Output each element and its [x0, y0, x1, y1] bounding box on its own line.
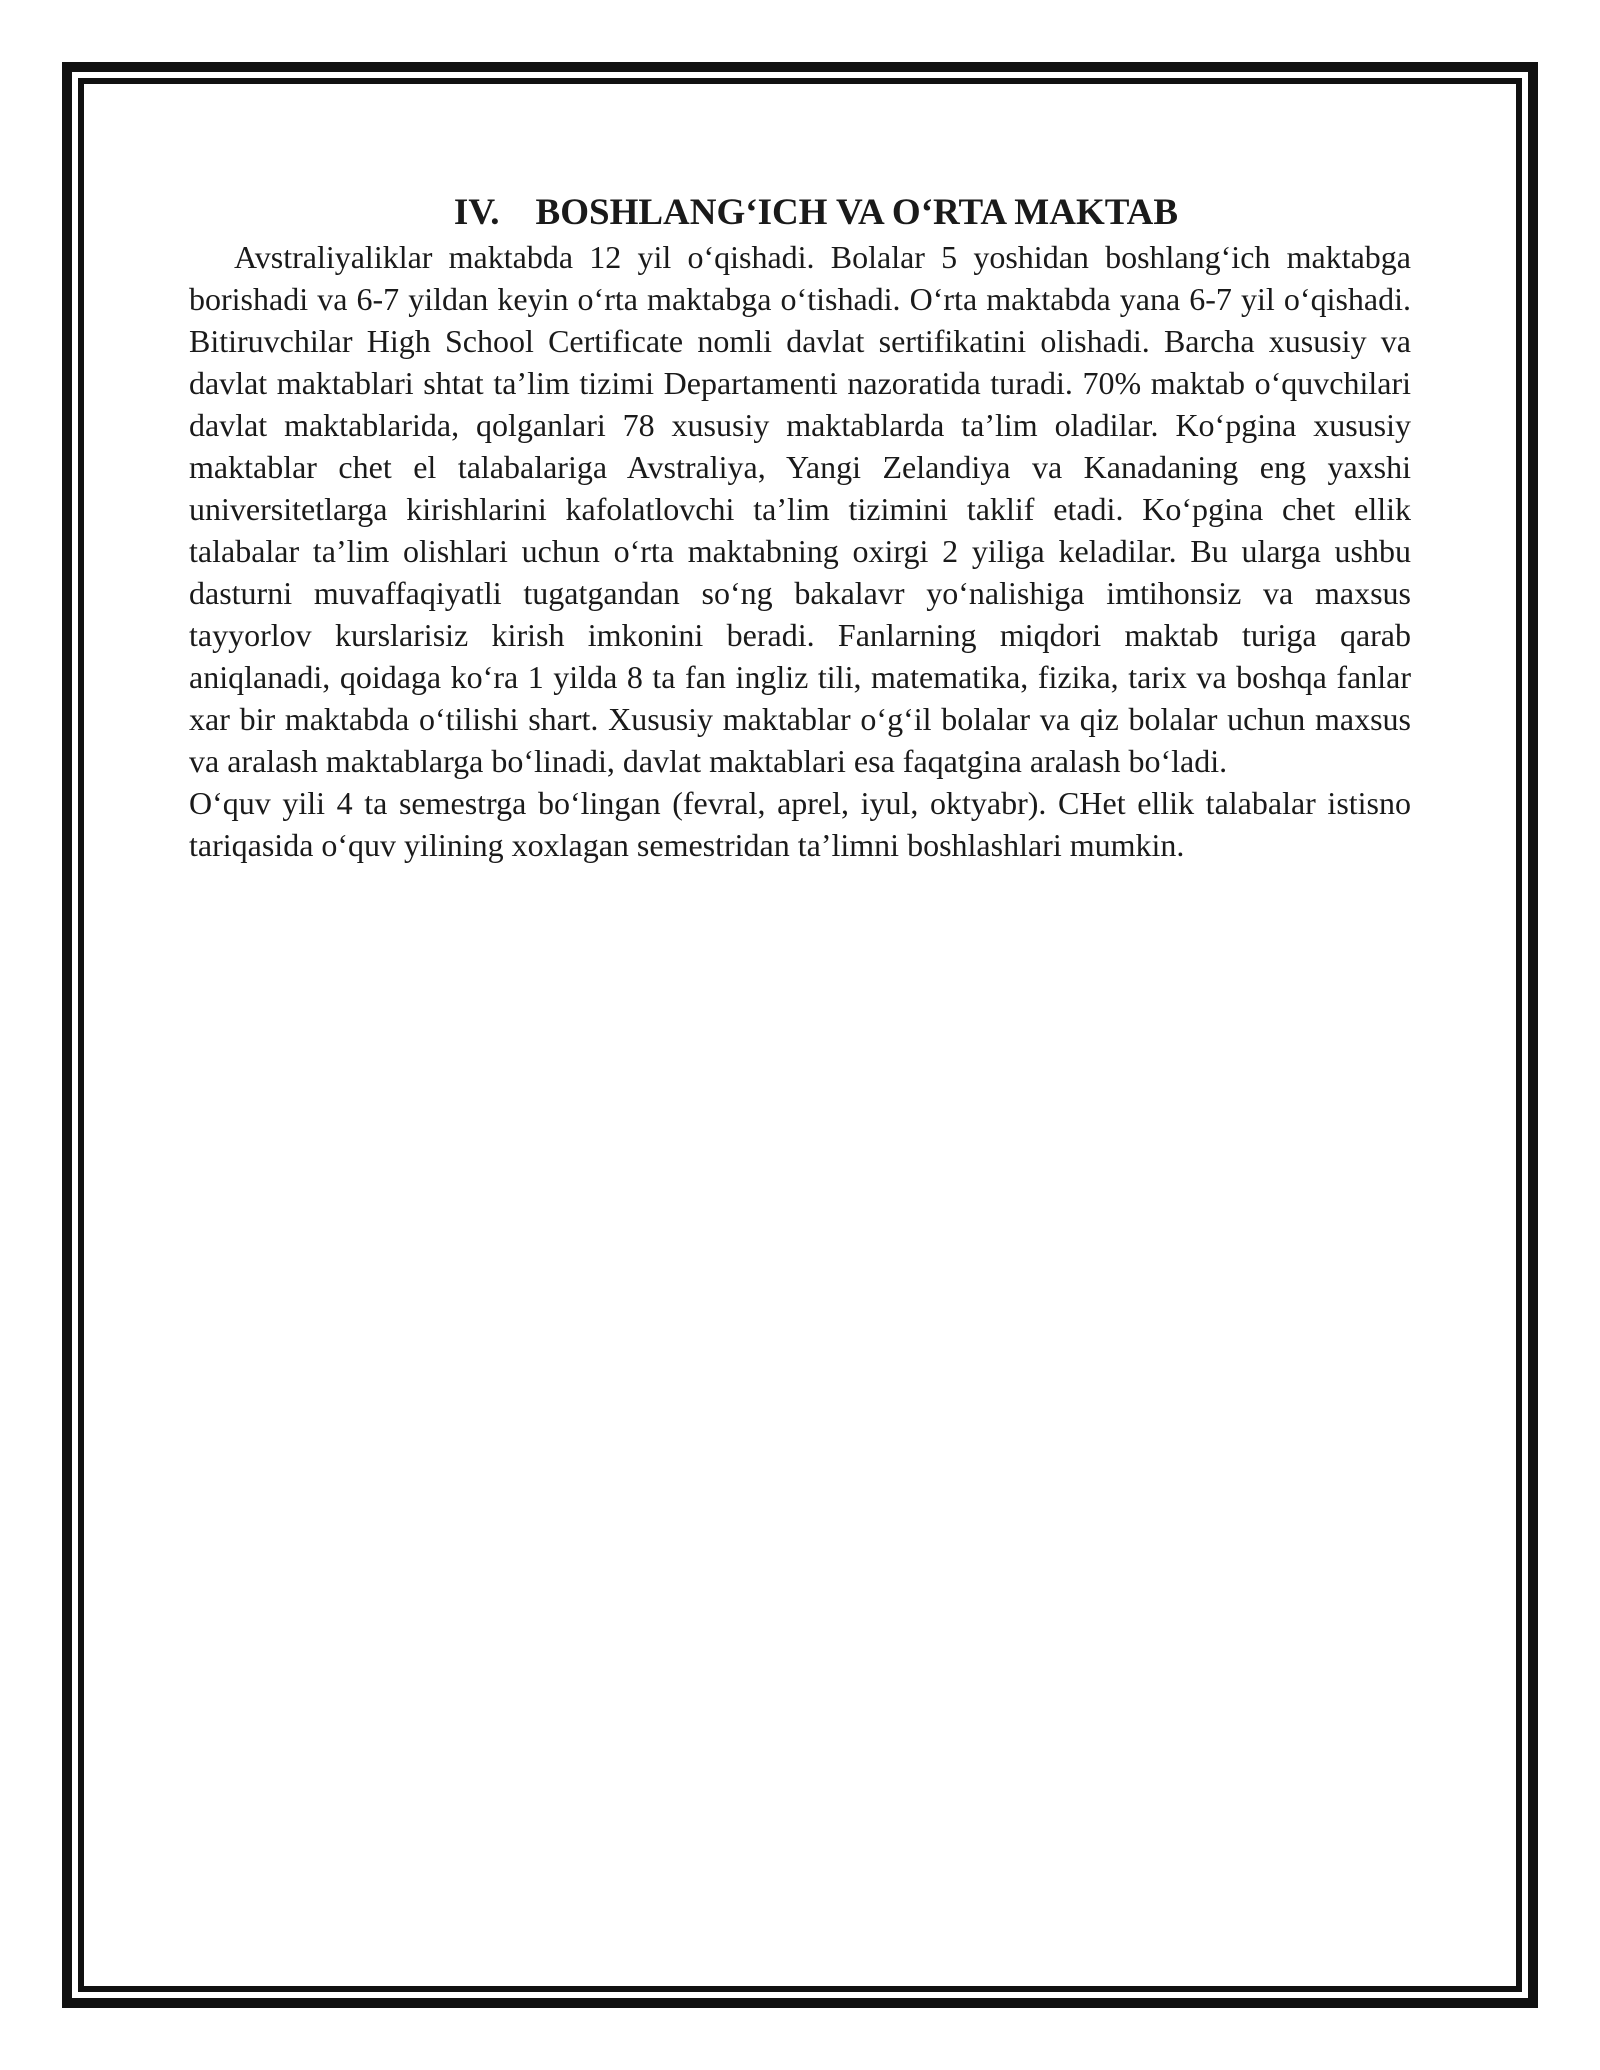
section-title: BOSHLANG‘ICH VA O‘RTA MAKTAB — [535, 192, 1179, 233]
section-number: IV. — [453, 192, 500, 233]
section-heading — [189, 190, 1411, 236]
paragraph-1: Avstraliyaliklar maktabda 12 yil o‘qishadi. Bolalar 5 yoshidan boshlang‘ich maktabga borishadi va 6-7 yildan keyin o‘rta maktabga o‘tishadi. O‘rta maktabda yana 6-7 yil o‘qishadi. Bitiruvchilar High School Certificate nomli davlat sertifikatini olishadi. Barcha xususiy va davlat maktablari shtat ta’lim tizimi Departamenti nazoratida turadi. 70% maktab o‘quvchilari davlat maktablarida, qolganlari 78 xususiy maktablarda ta’lim oladilar. Ko‘pgina xususiy maktablar chet el talabalariga Avstraliya, Yangi Zelandiya va Kanadaning eng yaxshi universitetlarga kirishlarini kafolatlovchi ta’lim tizimini taklif etadi. Ko‘pgina chet ellik talabalar ta’lim olishlari uchun o‘rta maktabning oxirgi 2 yiliga keladilar. Bu ularga ushbu dasturni muvaffaqiyatli tugatgandan so‘ng bakalavr yo‘nalishiga imtihonsiz va maxsus tayyorlov kurslarisiz kirish imkonini beradi. Fanlarning miqdori maktab turiga qarab aniqlanadi, qoidaga ko‘ra 1 yilda 8 ta fan ingliz tili, matematika, fizika, tarix va boshqa fanlar xar bir maktabda o‘tilishi shart. Xususiy maktablar o‘g‘il bolalar va qiz bolalar uchun maxsus va aralash maktablarga bo‘linadi, davlat maktablari esa faqatgina aralash bo‘ladi. — [189, 239, 1411, 779]
paragraph-2: O‘quv yili 4 ta semestrga bo‘lingan (fevral, aprel, iyul, oktyabr). CHet ellik talabalar istisno tariqasida o‘quv yilining xoxlagan semestridan ta’limni boshlashlari mumkin. — [189, 785, 1411, 863]
document-body — [189, 190, 1411, 866]
